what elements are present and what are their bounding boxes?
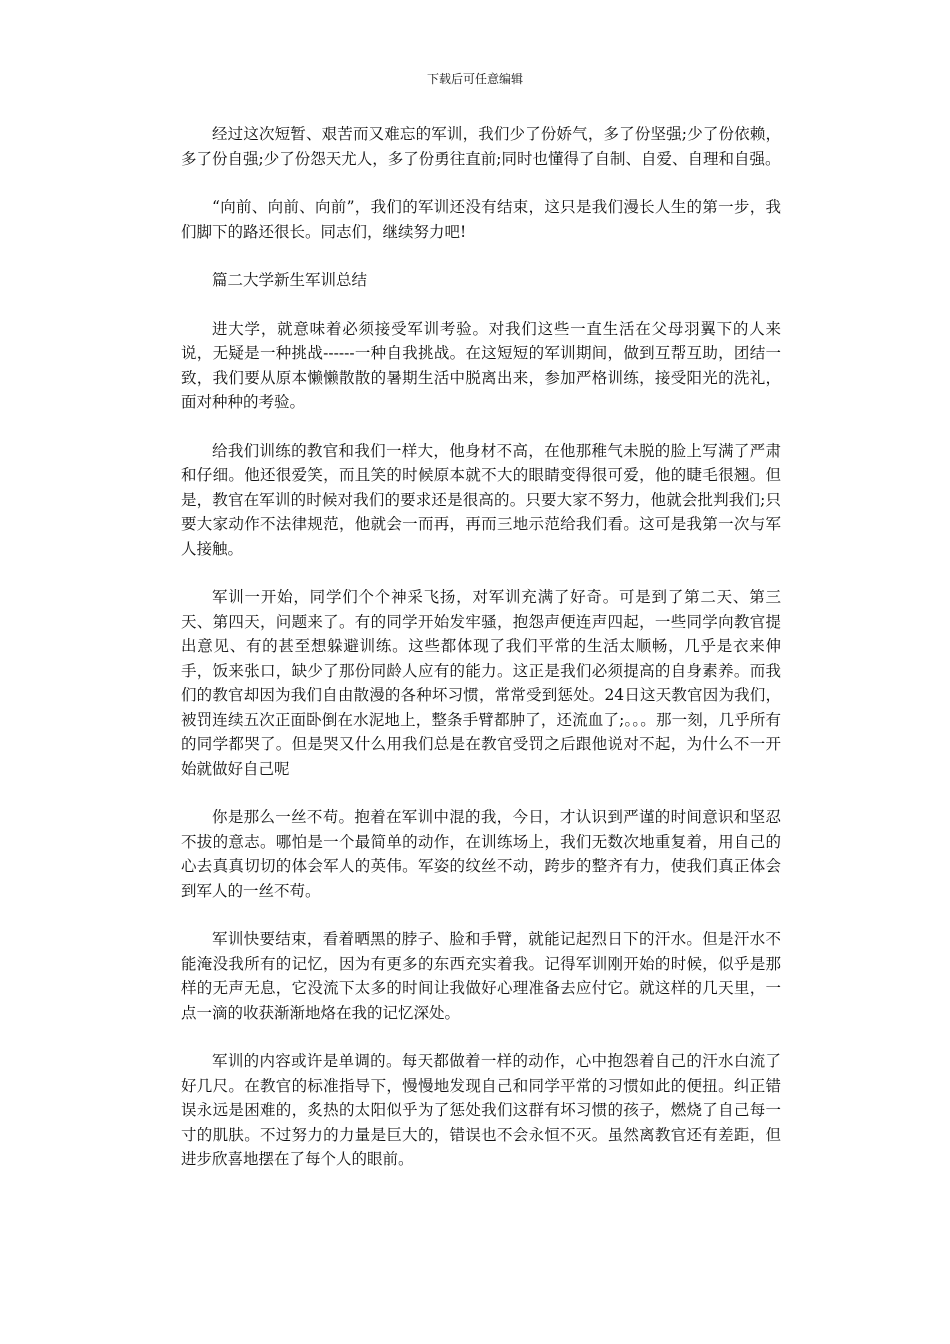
paragraph: 经过这次短暂、艰苦而又难忘的军训，我们少了份娇气，多了份坚强;少了份依赖，多了份自强;少了份怨天尤人，多了份勇往直前;同时也懂得了自制、自爱、自理和自强。: [181, 125, 781, 168]
paragraph: 进大学，就意味着必须接受军训考验。对我们这些一直生活在父母羽翼下的人来说，无疑是一种挑战------一种自我挑战。在这短短的军训期间，做到互帮互助，团结一致，我们要从原本懒懒散散的暑期生活中脱离出来，参加严格训练，接受阳光的洗礼，面对种种的考验。: [181, 319, 781, 411]
document-body: [181, 122, 781, 1196]
paragraph: 你是那么一丝不苟。抱着在军训中混的我，今日，才认识到严谨的时间意识和坚忍不拔的意志。哪怕是一个最简单的动作，在训练场上，我们无数次地重复着，用自己的心去真真切切的体会军人的英伟。军姿的纹丝不动，跨步的整齐有力，使我们真正体会到军人的一丝不苟。: [181, 808, 781, 900]
paragraph: “向前、向前、向前”，我们的军训还没有结束，这只是我们漫长人生的第一步，我们脚下的路还很长。同志们，继续努力吧!: [181, 198, 781, 241]
paragraph: 军训一开始，同学们个个神采飞扬，对军训充满了好奇。可是到了第二天、第三天、第四天，问题来了。有的同学开始发牢骚，抱怨声便连声四起，一些同学向教官提出意见、有的甚至想躲避训练。这些都体现了我们平常的生活太顺畅，几乎是衣来伸手，饭来张口，缺少了那份同龄人应有的能力。这正是我们必须提高的自身素养。而我们的教官却因为我们自由散漫的各种坏习惯，常常受到惩处。24日这天教官因为我们，被罚连续五次正面卧倒在水泥地上，整条手臂都肿了，还流血了;。。。那一刻，几乎所有的同学都哭了。但是哭又什么用我们总是在教官受罚之后跟他说对不起，为什么不一开始就做好自己呢: [181, 588, 781, 778]
paragraph: 军训的内容或许是单调的。每天都做着一样的动作，心中抱怨着自己的汗水白流了好几尺。在教官的标准指导下，慢慢地发现自己和同学平常的习惯如此的便扭。纠正错误永远是困难的，炙热的太阳似乎为了惩处我们这群有坏习惯的孩子，燃烧了自己每一寸的肌肤。不过努力的力量是巨大的，错误也不会永恒不灭。虽然离教官还有差距，但进步欣喜地摆在了每个人的眼前。: [181, 1052, 781, 1168]
section-heading: 篇二大学新生军训总结: [212, 271, 368, 289]
paragraph: 军训快要结束，看着晒黑的脖子、脸和手臂，就能记起烈日下的汗水。但是汗水不能淹没我所有的记忆，因为有更多的东西充实着我。记得军训刚开始的时候，似乎是那样的无声无息，它没流下太多的时间让我做好心理准备去应付它。就这样的几天里，一点一滴的收获渐渐地烙在我的记忆深处。: [181, 930, 781, 1022]
header-note: 下载后可任意编辑: [426, 72, 523, 86]
paragraph: 给我们训练的教官和我们一样大，他身材不高，在他那稚气未脱的脸上写满了严肃和仔细。他还很爱笑，而且笑的时候原本就不大的眼睛变得很可爱，他的睫毛很翘。但是，教官在军训的时候对我们的要求还是很高的。只要大家不努力，他就会批判我们;只要大家动作不法律规范，他就会一而再，再而三地示范给我们看。这可是我第一次与军人接触。: [181, 441, 781, 558]
